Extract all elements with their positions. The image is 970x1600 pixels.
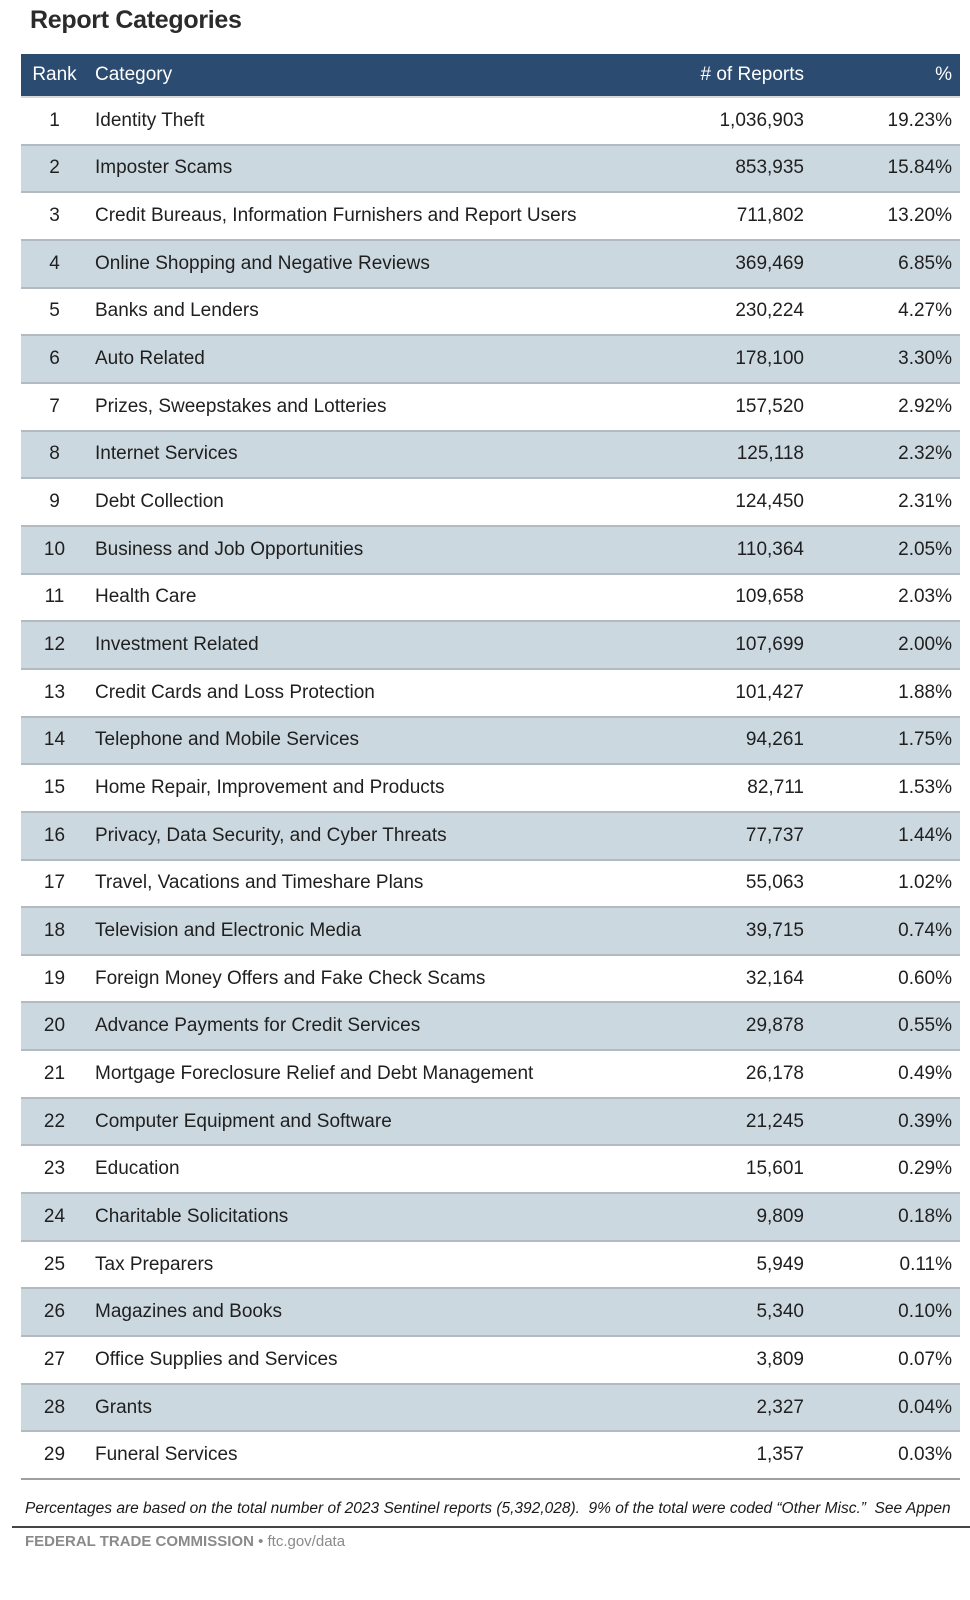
table-row — [21, 1146, 960, 1194]
cell-category: Identity Theft — [88, 98, 686, 146]
table-row — [21, 1003, 960, 1051]
cell-rank: 9 — [21, 479, 88, 527]
table-body — [21, 98, 960, 1480]
cell-category: Privacy, Data Security, and Cyber Threats — [88, 813, 686, 861]
cell-pct: 1.44% — [806, 813, 960, 861]
cell-pct: 0.03% — [806, 1432, 960, 1480]
footer-url: ftc.gov/data — [267, 1533, 346, 1550]
cell-reports: 109,658 — [686, 575, 806, 623]
cell-reports: 178,100 — [686, 336, 806, 384]
cell-category: Television and Electronic Media — [88, 908, 686, 956]
report-categories-table — [21, 54, 960, 1480]
cell-rank: 28 — [21, 1385, 88, 1433]
cell-rank: 7 — [21, 384, 88, 432]
column-header-category: Category — [88, 54, 686, 98]
cell-pct: 3.30% — [806, 336, 960, 384]
cell-category: Computer Equipment and Software — [88, 1099, 686, 1147]
cell-pct: 6.85% — [806, 241, 960, 289]
cell-pct: 2.32% — [806, 432, 960, 480]
cell-reports: 5,340 — [686, 1289, 806, 1337]
cell-pct: 2.92% — [806, 384, 960, 432]
table-row — [21, 193, 960, 241]
cell-category: Prizes, Sweepstakes and Lotteries — [88, 384, 686, 432]
cell-rank: 3 — [21, 193, 88, 241]
cell-pct: 0.49% — [806, 1051, 960, 1099]
cell-rank: 4 — [21, 241, 88, 289]
cell-rank: 11 — [21, 575, 88, 623]
cell-reports: 101,427 — [686, 670, 806, 718]
cell-rank: 24 — [21, 1194, 88, 1242]
cell-category: Grants — [88, 1385, 686, 1433]
cell-category: Telephone and Mobile Services — [88, 718, 686, 766]
cell-rank: 29 — [21, 1432, 88, 1480]
cell-pct: 0.10% — [806, 1289, 960, 1337]
cell-reports: 3,809 — [686, 1337, 806, 1385]
table-row — [21, 1242, 960, 1290]
page-title: Report Categories — [30, 6, 242, 34]
cell-reports: 94,261 — [686, 718, 806, 766]
cell-reports: 711,802 — [686, 193, 806, 241]
cell-category: Internet Services — [88, 432, 686, 480]
cell-reports: 5,949 — [686, 1242, 806, 1290]
cell-category: Auto Related — [88, 336, 686, 384]
footnote-divider — [12, 1526, 970, 1528]
cell-category: Foreign Money Offers and Fake Check Scams — [88, 956, 686, 1004]
cell-category: Online Shopping and Negative Reviews — [88, 241, 686, 289]
cell-category: Credit Bureaus, Information Furnishers and Report Users — [88, 193, 686, 241]
cell-category: Education — [88, 1146, 686, 1194]
cell-pct: 0.74% — [806, 908, 960, 956]
table-row — [21, 384, 960, 432]
table-header — [21, 54, 960, 98]
cell-reports: 853,935 — [686, 146, 806, 194]
cell-rank: 15 — [21, 765, 88, 813]
cell-rank: 14 — [21, 718, 88, 766]
cell-rank: 6 — [21, 336, 88, 384]
cell-reports: 32,164 — [686, 956, 806, 1004]
cell-category: Home Repair, Improvement and Products — [88, 765, 686, 813]
table-row — [21, 527, 960, 575]
footnote: Percentages are based on the total number of 2023 Sentinel reports (5,392,028). 9% of the total were coded “Other Misc.” See Appen — [25, 1500, 951, 1517]
cell-rank: 25 — [21, 1242, 88, 1290]
header-row — [21, 54, 960, 98]
cell-category: Banks and Lenders — [88, 289, 686, 337]
cell-reports: 125,118 — [686, 432, 806, 480]
cell-rank: 16 — [21, 813, 88, 861]
table-row — [21, 432, 960, 480]
cell-rank: 5 — [21, 289, 88, 337]
cell-rank: 17 — [21, 861, 88, 909]
cell-reports: 21,245 — [686, 1099, 806, 1147]
cell-reports: 2,327 — [686, 1385, 806, 1433]
table-row — [21, 289, 960, 337]
cell-rank: 2 — [21, 146, 88, 194]
cell-category: Business and Job Opportunities — [88, 527, 686, 575]
cell-category: Imposter Scams — [88, 146, 686, 194]
cell-reports: 1,036,903 — [686, 98, 806, 146]
cell-reports: 369,469 — [686, 241, 806, 289]
cell-reports: 82,711 — [686, 765, 806, 813]
cell-pct: 4.27% — [806, 289, 960, 337]
cell-reports: 26,178 — [686, 1051, 806, 1099]
table-row — [21, 1289, 960, 1337]
cell-category: Credit Cards and Loss Protection — [88, 670, 686, 718]
cell-pct: 0.11% — [806, 1242, 960, 1290]
page-footer — [25, 1533, 345, 1550]
cell-reports: 1,357 — [686, 1432, 806, 1480]
cell-pct: 0.04% — [806, 1385, 960, 1433]
cell-pct: 0.29% — [806, 1146, 960, 1194]
cell-rank: 26 — [21, 1289, 88, 1337]
table-row — [21, 813, 960, 861]
cell-rank: 12 — [21, 622, 88, 670]
cell-pct: 15.84% — [806, 146, 960, 194]
cell-category: Funeral Services — [88, 1432, 686, 1480]
cell-rank: 22 — [21, 1099, 88, 1147]
table-row — [21, 479, 960, 527]
table-row — [21, 1099, 960, 1147]
table-row — [21, 1194, 960, 1242]
column-header-reports: # of Reports — [686, 54, 806, 98]
cell-category: Investment Related — [88, 622, 686, 670]
cell-pct: 2.05% — [806, 527, 960, 575]
cell-pct: 0.07% — [806, 1337, 960, 1385]
cell-pct: 0.39% — [806, 1099, 960, 1147]
cell-pct: 19.23% — [806, 98, 960, 146]
table-row — [21, 241, 960, 289]
cell-pct: 2.31% — [806, 479, 960, 527]
table-row — [21, 1051, 960, 1099]
cell-category: Advance Payments for Credit Services — [88, 1003, 686, 1051]
footer-org: FEDERAL TRADE COMMISSION — [25, 1533, 254, 1550]
cell-category: Tax Preparers — [88, 1242, 686, 1290]
cell-category: Debt Collection — [88, 479, 686, 527]
cell-reports: 9,809 — [686, 1194, 806, 1242]
cell-category: Health Care — [88, 575, 686, 623]
cell-reports: 124,450 — [686, 479, 806, 527]
table-row — [21, 1385, 960, 1433]
table-row — [21, 575, 960, 623]
table-row — [21, 98, 960, 146]
cell-pct: 0.60% — [806, 956, 960, 1004]
table-row — [21, 765, 960, 813]
cell-pct: 0.55% — [806, 1003, 960, 1051]
cell-pct: 2.00% — [806, 622, 960, 670]
cell-rank: 20 — [21, 1003, 88, 1051]
footer-bullet: • — [253, 1533, 268, 1550]
cell-reports: 107,699 — [686, 622, 806, 670]
cell-reports: 157,520 — [686, 384, 806, 432]
cell-category: Office Supplies and Services — [88, 1337, 686, 1385]
cell-pct: 1.53% — [806, 765, 960, 813]
column-header-percent: % — [806, 54, 960, 98]
cell-rank: 21 — [21, 1051, 88, 1099]
cell-reports: 15,601 — [686, 1146, 806, 1194]
cell-category: Charitable Solicitations — [88, 1194, 686, 1242]
table-row — [21, 861, 960, 909]
cell-rank: 18 — [21, 908, 88, 956]
table-row — [21, 1432, 960, 1480]
cell-pct: 1.75% — [806, 718, 960, 766]
cell-pct: 1.02% — [806, 861, 960, 909]
cell-pct: 2.03% — [806, 575, 960, 623]
cell-reports: 39,715 — [686, 908, 806, 956]
table-row — [21, 908, 960, 956]
cell-rank: 10 — [21, 527, 88, 575]
table-row — [21, 670, 960, 718]
table-row — [21, 622, 960, 670]
cell-reports: 29,878 — [686, 1003, 806, 1051]
cell-rank: 8 — [21, 432, 88, 480]
cell-rank: 27 — [21, 1337, 88, 1385]
cell-category: Mortgage Foreclosure Relief and Debt Management — [88, 1051, 686, 1099]
cell-rank: 13 — [21, 670, 88, 718]
cell-reports: 110,364 — [686, 527, 806, 575]
cell-pct: 13.20% — [806, 193, 960, 241]
cell-rank: 1 — [21, 98, 88, 146]
table-row — [21, 956, 960, 1004]
cell-pct: 0.18% — [806, 1194, 960, 1242]
table-row — [21, 146, 960, 194]
cell-rank: 23 — [21, 1146, 88, 1194]
cell-reports: 55,063 — [686, 861, 806, 909]
table-row — [21, 718, 960, 766]
cell-reports: 77,737 — [686, 813, 806, 861]
cell-category: Magazines and Books — [88, 1289, 686, 1337]
cell-rank: 19 — [21, 956, 88, 1004]
cell-reports: 230,224 — [686, 289, 806, 337]
table-row — [21, 1337, 960, 1385]
cell-pct: 1.88% — [806, 670, 960, 718]
table-row — [21, 336, 960, 384]
cell-category: Travel, Vacations and Timeshare Plans — [88, 861, 686, 909]
column-header-rank: Rank — [21, 54, 88, 98]
